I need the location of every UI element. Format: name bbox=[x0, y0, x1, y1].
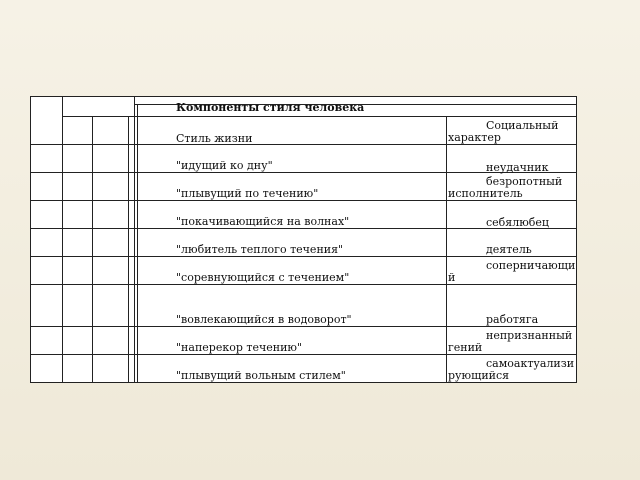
row-4-lifestyle: "любитель теплого течения" bbox=[176, 243, 344, 256]
col-line bbox=[128, 116, 129, 383]
components-table bbox=[30, 96, 577, 383]
col-line bbox=[134, 96, 135, 383]
row-7-character: непризнанный гений bbox=[448, 329, 573, 354]
row-5-lifestyle: "соревнующийся с течением" bbox=[176, 271, 350, 284]
row-5-character: соперничающий bbox=[448, 259, 576, 284]
row-6-lifestyle: "вовлекающийся в водоворот" bbox=[176, 313, 352, 326]
table-border-left bbox=[30, 96, 31, 383]
row-3-lifestyle: "покачивающийся на волнах" bbox=[176, 215, 350, 228]
row-4-character: деятель bbox=[486, 243, 532, 256]
row-8-lifestyle: "плывущий вольным стилем" bbox=[176, 369, 346, 382]
subheader-line bbox=[62, 116, 577, 117]
col-line bbox=[92, 116, 93, 383]
row-line bbox=[30, 326, 577, 327]
col-line bbox=[446, 116, 447, 383]
row-line bbox=[30, 354, 577, 355]
table-border-bottom bbox=[30, 382, 577, 383]
header-lifestyle: Стиль жизни bbox=[176, 132, 253, 145]
row-7-lifestyle: "наперекор течению" bbox=[176, 341, 303, 354]
col-line bbox=[62, 96, 63, 383]
row-2-lifestyle: "плывущий по течению" bbox=[176, 187, 319, 200]
row-8-character: самоактуализирующийся bbox=[448, 357, 575, 382]
table-border-top bbox=[30, 96, 577, 97]
col-line bbox=[137, 104, 138, 383]
row-3-character: себялюбец bbox=[486, 216, 550, 229]
row-line bbox=[30, 256, 577, 257]
row-line bbox=[30, 284, 577, 285]
row-1-lifestyle: "идущий ко дну" bbox=[176, 159, 273, 172]
row-2-character: безропотный исполнитель bbox=[448, 175, 563, 200]
table-title: Компоненты стиля человека bbox=[176, 101, 365, 114]
row-line bbox=[30, 144, 577, 145]
row-line bbox=[30, 200, 577, 201]
row-6-character: работяга bbox=[486, 313, 539, 326]
row-1-character: неудачник bbox=[486, 161, 549, 174]
header-social-character: Социальный характер bbox=[448, 119, 559, 144]
